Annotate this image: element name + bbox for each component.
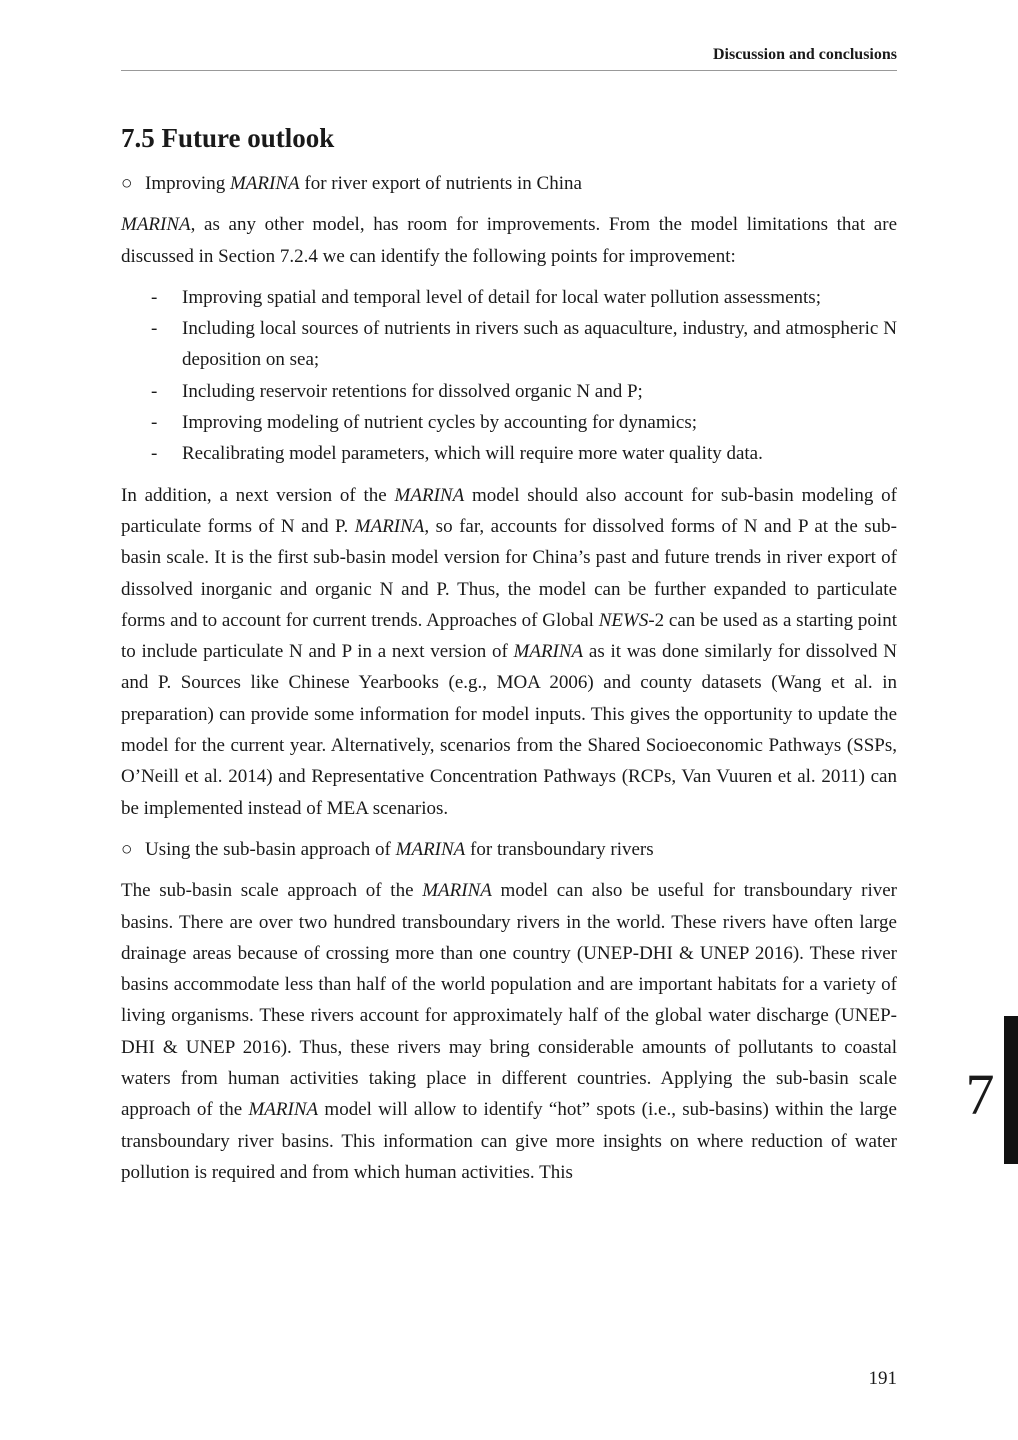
model-name: MARINA [422, 880, 492, 902]
running-header [121, 46, 897, 71]
dash-bullet: - [151, 318, 158, 340]
model-name: MARINA [513, 641, 584, 663]
chapter-tab-number: 7 [965, 1062, 995, 1127]
list-item: - Improving spatial and temporal level of detail for local water pollution assessments; [121, 282, 897, 313]
paragraph-particulate-forms: In addition, a next version of the MARINA model should also account for sub-basin modeling of particulate forms of N and P. MARINA, so far, accounts for dissolved forms of N and P at the sub-basin scale. It is the first sub-basin model version for China’s past and future trends in river export of dissolved inorganic and organic N and P. Thus, the model can be further expanded to particulate forms and to account for current trends. Approaches of Global NEWS-2 can be used as a starting point to include particulate N and P in a next version of MARINA as it was done similarly for dissolved N and P. Sources like Chinese Yearbooks (e.g., MOA 2006) and county datasets (Wang et al. in preparation) can provide some information for model inputs. This gives the opportunity to update the model for the current year. Alternatively, scenarios from the Shared Socioeconomic Pathways (SSPs, O’Neill et al. 2014) and Representative Concentration Pathways (RCPs, Van Vuuren et al. 2011) can be implemented instead of MEA scenarios. [121, 484, 898, 819]
paragraph-intro: MARINA, as any other model, has room for improvements. From the model limitations that are discussed in Section 7.2.4 we can identify the following points for improvement: [121, 214, 897, 267]
model-name: MARINA [395, 838, 466, 860]
dash-bullet: - [151, 443, 158, 465]
page-content [121, 120, 897, 1198]
list-item: - Including local sources of nutrients in rivers such as aquaculture, industry, and atmospheric N deposition on sea; [121, 313, 897, 376]
dash-bullet: - [151, 286, 158, 308]
page-number: 191 [868, 1368, 897, 1389]
circle-bullet-icon: ○ [121, 173, 133, 194]
paragraph-transboundary: The sub-basin scale approach of the MARINA model can also be useful for transboundary river basins. There are over two hundred transboundary rivers in the world. These rivers have often large drainage areas because of crossing more than one country (UNEP-DHI & UNEP 2016). These river basins accommodate less than half of the world population and are important habitats for a variety of living organisms. These rivers account for approximately half of the global water discharge (UNEP-DHI & UNEP 2016). Thus, these rivers may bring considerable amounts of pollutants to coastal waters from human activities taking place in different countries. Applying the sub-basin scale approach of the MARINA model will allow to identify “hot” spots (i.e., sub-basins) within the large transboundary river basins. This information can give more insights on where reduction of water pollution is required and from which human activities. This [121, 880, 897, 1183]
improvement-list [121, 282, 897, 470]
subsection-heading-improving-marina [121, 168, 897, 199]
subsection-heading-transboundary [121, 834, 897, 865]
model-name: MARINA [394, 484, 465, 506]
model-name: MARINA [121, 214, 191, 236]
list-item: - Improving modeling of nutrient cycles by accounting for dynamics; [121, 407, 897, 438]
running-header-title: Discussion and conclusions [712, 46, 897, 63]
subsection-heading-text: Improving MARINA for river export of nutrients in China [145, 173, 582, 194]
subsection-heading-text: Using the sub-basin approach of MARINA for transboundary rivers [145, 838, 654, 860]
dash-bullet: - [151, 380, 158, 402]
section-title: 7.5 Future outlook [121, 123, 335, 153]
model-name: NEWS [598, 609, 649, 631]
chapter-tab-bar [1004, 1016, 1018, 1164]
list-item: - Including reservoir retentions for dissolved organic N and P; [121, 376, 897, 407]
list-item: - Recalibrating model parameters, which will require more water quality data. [121, 438, 897, 469]
model-name: MARINA [354, 515, 425, 537]
dash-bullet: - [151, 412, 158, 434]
model-name: MARINA [229, 173, 300, 194]
model-name: MARINA [248, 1099, 319, 1121]
circle-bullet-icon: ○ [121, 838, 133, 860]
